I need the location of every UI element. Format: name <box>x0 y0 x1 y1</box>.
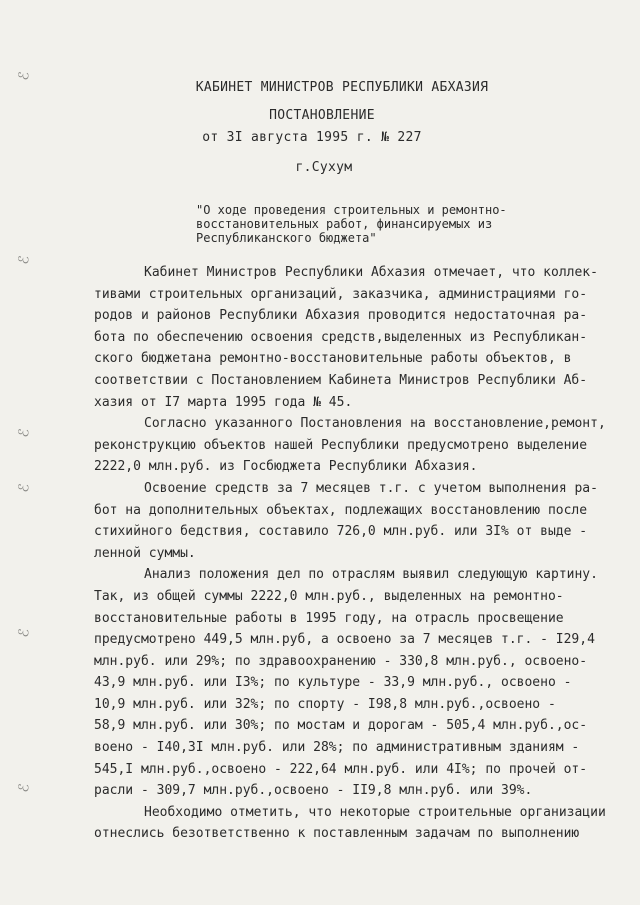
binding-hole-mark: ℰ <box>15 70 33 82</box>
body-line: Анализ положения дел по отраслям выявил следующую картину. <box>144 567 598 583</box>
body-line: предусмотрено 449,5 млн.руб, а освоено за 7 месяцев т.г. - I29,4 <box>94 632 595 648</box>
body-line: расли - 309,7 млн.руб.,освоено - II9,8 млн.руб. или 39%. <box>94 783 533 799</box>
binding-hole-mark: ℰ <box>15 782 33 794</box>
body-line: хазия от I7 марта 1995 года № 45. <box>94 394 353 410</box>
body-line: Необходимо отметить, что некоторые строительные организации <box>144 804 606 820</box>
body-line: отнеслись безответственно к поставленным задачам по выполнению <box>94 826 580 842</box>
body-line: 2222,0 млн.руб. из Госбюджета Республики Абхазия. <box>94 459 478 475</box>
binding-hole-mark: ℰ <box>15 627 33 639</box>
body-line: Согласно указанного Постановления на восстановление,ремонт, <box>144 416 606 432</box>
body-line: млн.руб. или 29%; по здравоохранению - 330,8 млн.руб., освоено- <box>94 653 588 669</box>
title-line: восстановительных работ, финансируемых из <box>196 217 493 231</box>
body-line: 43,9 млн.руб. или I3%; по культуре - 33,9 млн.руб., освоено - <box>94 675 572 691</box>
document-date-number: от 3I августа 1995 г. № 227 <box>202 130 422 145</box>
body-line: воено - I40,3I млн.руб. или 28%; по административным зданиям - <box>94 740 580 756</box>
body-line: Освоение средств за 7 месяцев т.г. с учетом выполнения ра- <box>144 480 598 496</box>
body-line: ского бюджетана ремонтно-восстановительные работы объектов, в <box>94 351 572 367</box>
body-line: ленной суммы. <box>94 545 196 561</box>
body-line: 10,9 млн.руб. или 32%; по спорту - I98,8 млн.руб.,освоено - <box>94 696 556 712</box>
body-line: реконструкцию объектов нашей Республики предусмотрено выделение <box>94 437 588 453</box>
binding-hole-mark: ℰ <box>15 427 33 439</box>
document-city: г.Сухум <box>295 160 353 175</box>
body-line: бот на дополнительных объектах, подлежащих восстановлению после <box>94 502 588 518</box>
title-line: "О ходе проведения строительных и ремонтно- <box>196 203 507 217</box>
body-line: бота по обеспечению освоения средств,выделенных из Республикан- <box>94 329 588 345</box>
binding-hole-mark: ℰ <box>15 254 33 266</box>
body-line: стихийного бедствия, составило 726,0 млн.руб. или 3I% от выде - <box>94 524 588 540</box>
body-line: 58,9 млн.руб. или 30%; по мостам и дорогам - 505,4 млн.руб.,ос- <box>94 718 588 734</box>
body-line: 545,I млн.руб.,освоено - 222,64 млн.руб. или 4I%; по прочей от- <box>94 761 588 777</box>
resolution-title <box>196 203 616 245</box>
body-line: восстановительные работы в 1995 году, на отрасль просвещение <box>94 610 564 626</box>
title-line: Республиканского бюджета" <box>196 231 377 245</box>
binding-hole-mark: ℰ <box>15 482 33 494</box>
document-type: ПОСТАНОВЛЕНИЕ <box>269 108 375 123</box>
body-line: соответствии с Постановлением Кабинета Министров Республики Аб- <box>94 372 588 388</box>
document-body <box>94 262 614 845</box>
organization-title: КАБИНЕТ МИНИСТРОВ РЕСПУБЛИКИ АБХАЗИЯ <box>195 80 489 95</box>
body-line: тивами строительных организаций, заказчика, администрациями го- <box>94 286 588 302</box>
body-line: Кабинет Министров Республики Абхазия отмечает, что коллек- <box>144 265 598 280</box>
body-line: Так, из общей суммы 2222,0 млн.руб., выделенных на ремонтно- <box>94 588 564 604</box>
body-line: родов и районов Республики Абхазия проводится недостаточная ра- <box>94 308 588 324</box>
